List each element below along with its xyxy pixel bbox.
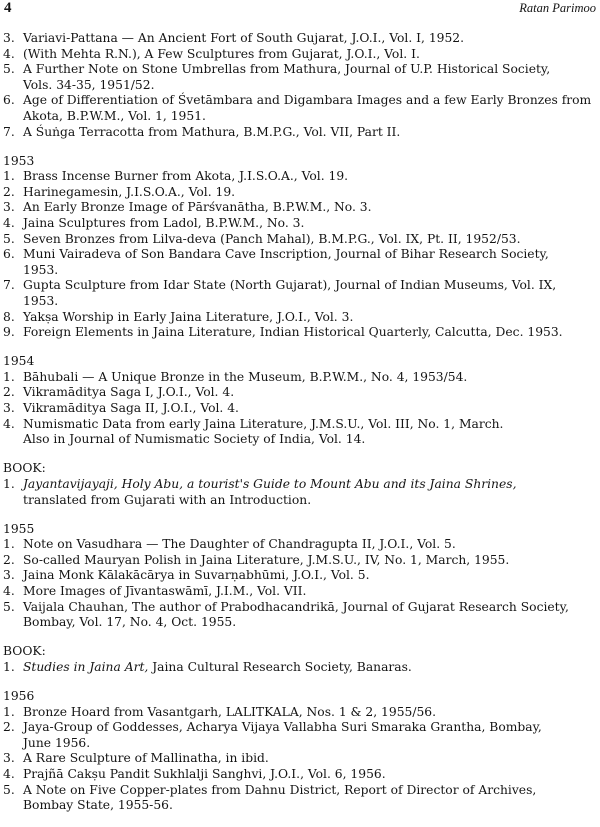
bibliography-entry <box>3 751 596 767</box>
bibliography-entry <box>3 767 596 783</box>
entry-number: 2. <box>3 720 15 735</box>
entry-number: 3. <box>3 568 15 583</box>
bibliography-entry <box>3 477 596 508</box>
entry-number: 4. <box>3 766 15 781</box>
section-book <box>3 644 596 675</box>
entry-line: A Further Note on Stone Umbrellas from Mathura, Journal of U.P. Historical Society, <box>23 62 551 77</box>
entry-text <box>23 783 596 814</box>
bibliography-entry <box>3 568 596 584</box>
entry-number: 1. <box>3 476 15 491</box>
entry-italic-title: Studies in Jaina Art, <box>23 659 149 674</box>
bibliography-entry <box>3 185 596 201</box>
entry-line: Foreign Elements in Jaina Literature, Indian Historical Quarterly, Calcutta, Dec. 1953. <box>23 325 563 340</box>
entry-number: 2. <box>3 184 15 199</box>
section-1956 <box>3 689 596 814</box>
running-head: Ratan Parimoo <box>519 1 596 15</box>
entry-text <box>23 247 596 278</box>
entry-text <box>23 417 596 448</box>
entry-text <box>23 200 596 216</box>
entry-number: 3. <box>3 200 15 215</box>
bibliography-entry <box>3 720 596 751</box>
entry-text <box>23 31 596 47</box>
bibliography-entry <box>3 216 596 232</box>
bibliography-entry <box>3 47 596 63</box>
entry-text <box>23 477 596 508</box>
entry-number: 8. <box>3 309 15 324</box>
bibliography-entry <box>3 401 596 417</box>
bibliography-entry <box>3 584 596 600</box>
entry-text <box>23 278 596 309</box>
entry-line: Vaijala Chauhan, The author of Prabodhacandrikā, Journal of Gujarat Research Society, <box>23 599 569 614</box>
entry-number: 3. <box>3 751 15 766</box>
entry-text <box>23 47 596 63</box>
entry-text <box>23 62 596 93</box>
entry-line: Jaina Cultural Research Society, Banaras. <box>148 659 412 674</box>
entry-line: Vols. 34-35, 1951/52. <box>23 77 155 92</box>
section-heading: BOOK: <box>3 644 46 659</box>
entry-number: 1. <box>3 537 15 552</box>
bibliography-entry <box>3 417 596 448</box>
bibliography-entry <box>3 200 596 216</box>
entry-line: Jaina Monk Kālakācārya in Suvarṇabhūmi, J.O.I., Vol. 5. <box>23 568 370 583</box>
section-1953 <box>3 154 596 341</box>
entry-italic-title: Jayantavijayaji, Holy Abu, a tourist's Guide to Mount Abu and its Jaina Shrines, <box>23 476 517 491</box>
entry-line: A Śuṅga Terracotta from Mathura, B.M.P.G., Vol. VII, Part II. <box>23 124 401 139</box>
entry-line: Also in Journal of Numismatic Society of India, Vol. 14. <box>23 432 366 447</box>
entry-line: (With Mehta R.N.), A Few Sculptures from Gujarat, J.O.I., Vol. I. <box>23 46 420 61</box>
entry-text <box>23 660 596 676</box>
entry-line: Seven Bronzes from Lilva-deva (Panch Mahal), B.M.P.G., Vol. IX, Pt. II, 1952/53. <box>23 231 521 246</box>
entry-text <box>23 125 596 141</box>
entry-number: 7. <box>3 124 15 139</box>
entry-number: 9. <box>3 325 15 340</box>
entry-text <box>23 751 596 767</box>
entry-line: Bombay, Vol. 17, No. 4, Oct. 1955. <box>23 615 237 630</box>
entry-text <box>23 385 596 401</box>
bibliography-entry <box>3 93 596 124</box>
bibliography-entry <box>3 660 596 676</box>
bibliography-entry <box>3 705 596 721</box>
entry-text <box>23 553 596 569</box>
bibliography-entry <box>3 232 596 248</box>
entry-text <box>23 232 596 248</box>
page-header <box>4 0 596 18</box>
entry-line: Brass Incense Burner from Akota, J.I.S.O.A., Vol. 19. <box>23 169 349 184</box>
entry-line: An Early Bronze Image of Pārśvanātha, B.P.W.M., No. 3. <box>23 200 372 215</box>
entry-number: 3. <box>3 31 15 45</box>
entry-text <box>23 169 596 185</box>
entry-text <box>23 767 596 783</box>
entry-number: 2. <box>3 552 15 567</box>
entry-line: Jaina Sculptures from Ladol, B.P.W.M., No. 3. <box>23 216 305 231</box>
section-continued <box>3 31 596 140</box>
entry-number: 4. <box>3 584 15 598</box>
entry-line: Numismatic Data from early Jaina Literature, J.M.S.U., Vol. III, No. 1, March. <box>23 416 504 431</box>
entry-line: Jaya-Group of Goddesses, Acharya Vijaya Vallabha Suri Smaraka Grantha, Bombay, <box>23 720 542 735</box>
entry-number: 6. <box>3 247 15 262</box>
entry-text <box>23 584 596 600</box>
entry-text <box>23 401 596 417</box>
entry-text <box>23 93 596 124</box>
entry-line: Bāhubali — A Unique Bronze in the Museum, B.P.W.M., No. 4, 1953/54. <box>23 369 468 384</box>
entry-line: More Images of Jīvantaswāmī, J.I.M., Vol. VII. <box>23 584 307 598</box>
entry-text <box>23 720 596 751</box>
bibliography-entry <box>3 783 596 814</box>
entry-line: June 1956. <box>23 735 91 750</box>
entry-number: 5. <box>3 231 15 246</box>
entry-line: Vikramāditya Saga I, J.O.I., Vol. 4. <box>23 385 235 400</box>
entry-text <box>23 370 596 386</box>
entry-text <box>23 600 596 631</box>
bibliography-entry <box>3 553 596 569</box>
entry-number: 1. <box>3 169 15 184</box>
entry-line: Age of Differentiation of Śvetāmbara and Digambara Images and a few Early Bronzes from <box>23 93 592 108</box>
bibliography-entry <box>3 310 596 326</box>
entry-line: Muni Vairadeva of Son Bandara Cave Inscription, Journal of Bihar Research Society, <box>23 247 549 262</box>
section-heading: 1953 <box>3 153 35 168</box>
section-heading: 1955 <box>3 521 35 536</box>
bibliography-entry <box>3 278 596 309</box>
entry-line: Yakṣa Worship in Early Jaina Literature, J.O.I., Vol. 3. <box>23 309 354 324</box>
bibliography-entry <box>3 325 596 341</box>
bibliography-entry <box>3 169 596 185</box>
entry-text <box>23 568 596 584</box>
entry-line: Vikramāditya Saga II, J.O.I., Vol. 4. <box>23 401 239 416</box>
entry-number: 1. <box>3 659 15 674</box>
entry-line: Bronze Hoard from Vasantgarh, LALITKALA, Nos. 1 & 2, 1955/56. <box>23 704 437 719</box>
bibliography-entry <box>3 370 596 386</box>
bibliography-entry <box>3 600 596 631</box>
entry-line: Harinegamesin, J.I.S.O.A., Vol. 19. <box>23 184 236 199</box>
section-heading: BOOK: <box>3 461 46 476</box>
entry-number: 4. <box>3 46 15 61</box>
entry-number: 4. <box>3 216 15 231</box>
entry-text <box>23 537 596 553</box>
entry-number: 3. <box>3 401 15 416</box>
entry-line: Bombay State, 1955-56. <box>23 798 173 813</box>
section-heading: 1954 <box>3 354 35 369</box>
bibliography-body <box>3 31 596 827</box>
entry-number: 5. <box>3 599 15 614</box>
entry-text <box>23 325 596 341</box>
section-book <box>3 461 596 508</box>
entry-number: 4. <box>3 416 15 431</box>
entry-line: 1953. <box>23 294 59 308</box>
entry-text <box>23 310 596 326</box>
entry-number: 1. <box>3 704 15 719</box>
entry-number: 7. <box>3 278 15 293</box>
bibliography-entry <box>3 62 596 93</box>
entry-text <box>23 216 596 232</box>
entry-line: 1953. <box>23 262 59 277</box>
entry-line: A Rare Sculpture of Mallinatha, in ibid. <box>23 751 269 766</box>
entry-line: Note on Vasudhara — The Daughter of Chandragupta II, J.O.I., Vol. 5. <box>23 537 456 552</box>
bibliography-entry <box>3 125 596 141</box>
entry-number: 5. <box>3 62 15 77</box>
bibliography-entry <box>3 537 596 553</box>
entry-number: 2. <box>3 385 15 400</box>
entry-line: translated from Gujarati with an Introduction. <box>23 492 312 507</box>
bibliography-entry <box>3 385 596 401</box>
page-number: 4 <box>4 0 12 16</box>
entry-line: Akota, B.P.W.M., Vol. 1, 1951. <box>23 108 206 123</box>
entry-text <box>23 705 596 721</box>
entry-number: 5. <box>3 782 15 797</box>
entry-text <box>23 185 596 201</box>
entry-number: 6. <box>3 93 15 108</box>
bibliography-entry <box>3 247 596 278</box>
section-1955 <box>3 522 596 631</box>
bibliography-entry <box>3 31 596 47</box>
entry-line: Gupta Sculpture from Idar State (North Gujarat), Journal of Indian Museums, Vol. IX, <box>23 278 557 293</box>
entry-line: A Note on Five Copper-plates from Dahnu District, Report of Director of Archives, <box>23 782 537 797</box>
entry-number: 1. <box>3 369 15 384</box>
entry-line: Variavi-Pattana — An Ancient Fort of South Gujarat, J.O.I., Vol. I, 1952. <box>23 31 465 45</box>
entry-line: So-called Mauryan Polish in Jaina Literature, J.M.S.U., IV, No. 1, March, 1955. <box>23 552 510 567</box>
section-heading: 1956 <box>3 688 35 703</box>
entry-line: Prajñā Cakṣu Pandit Sukhlalji Sanghvi, J.O.I., Vol. 6, 1956. <box>23 766 386 781</box>
section-1954 <box>3 354 596 448</box>
